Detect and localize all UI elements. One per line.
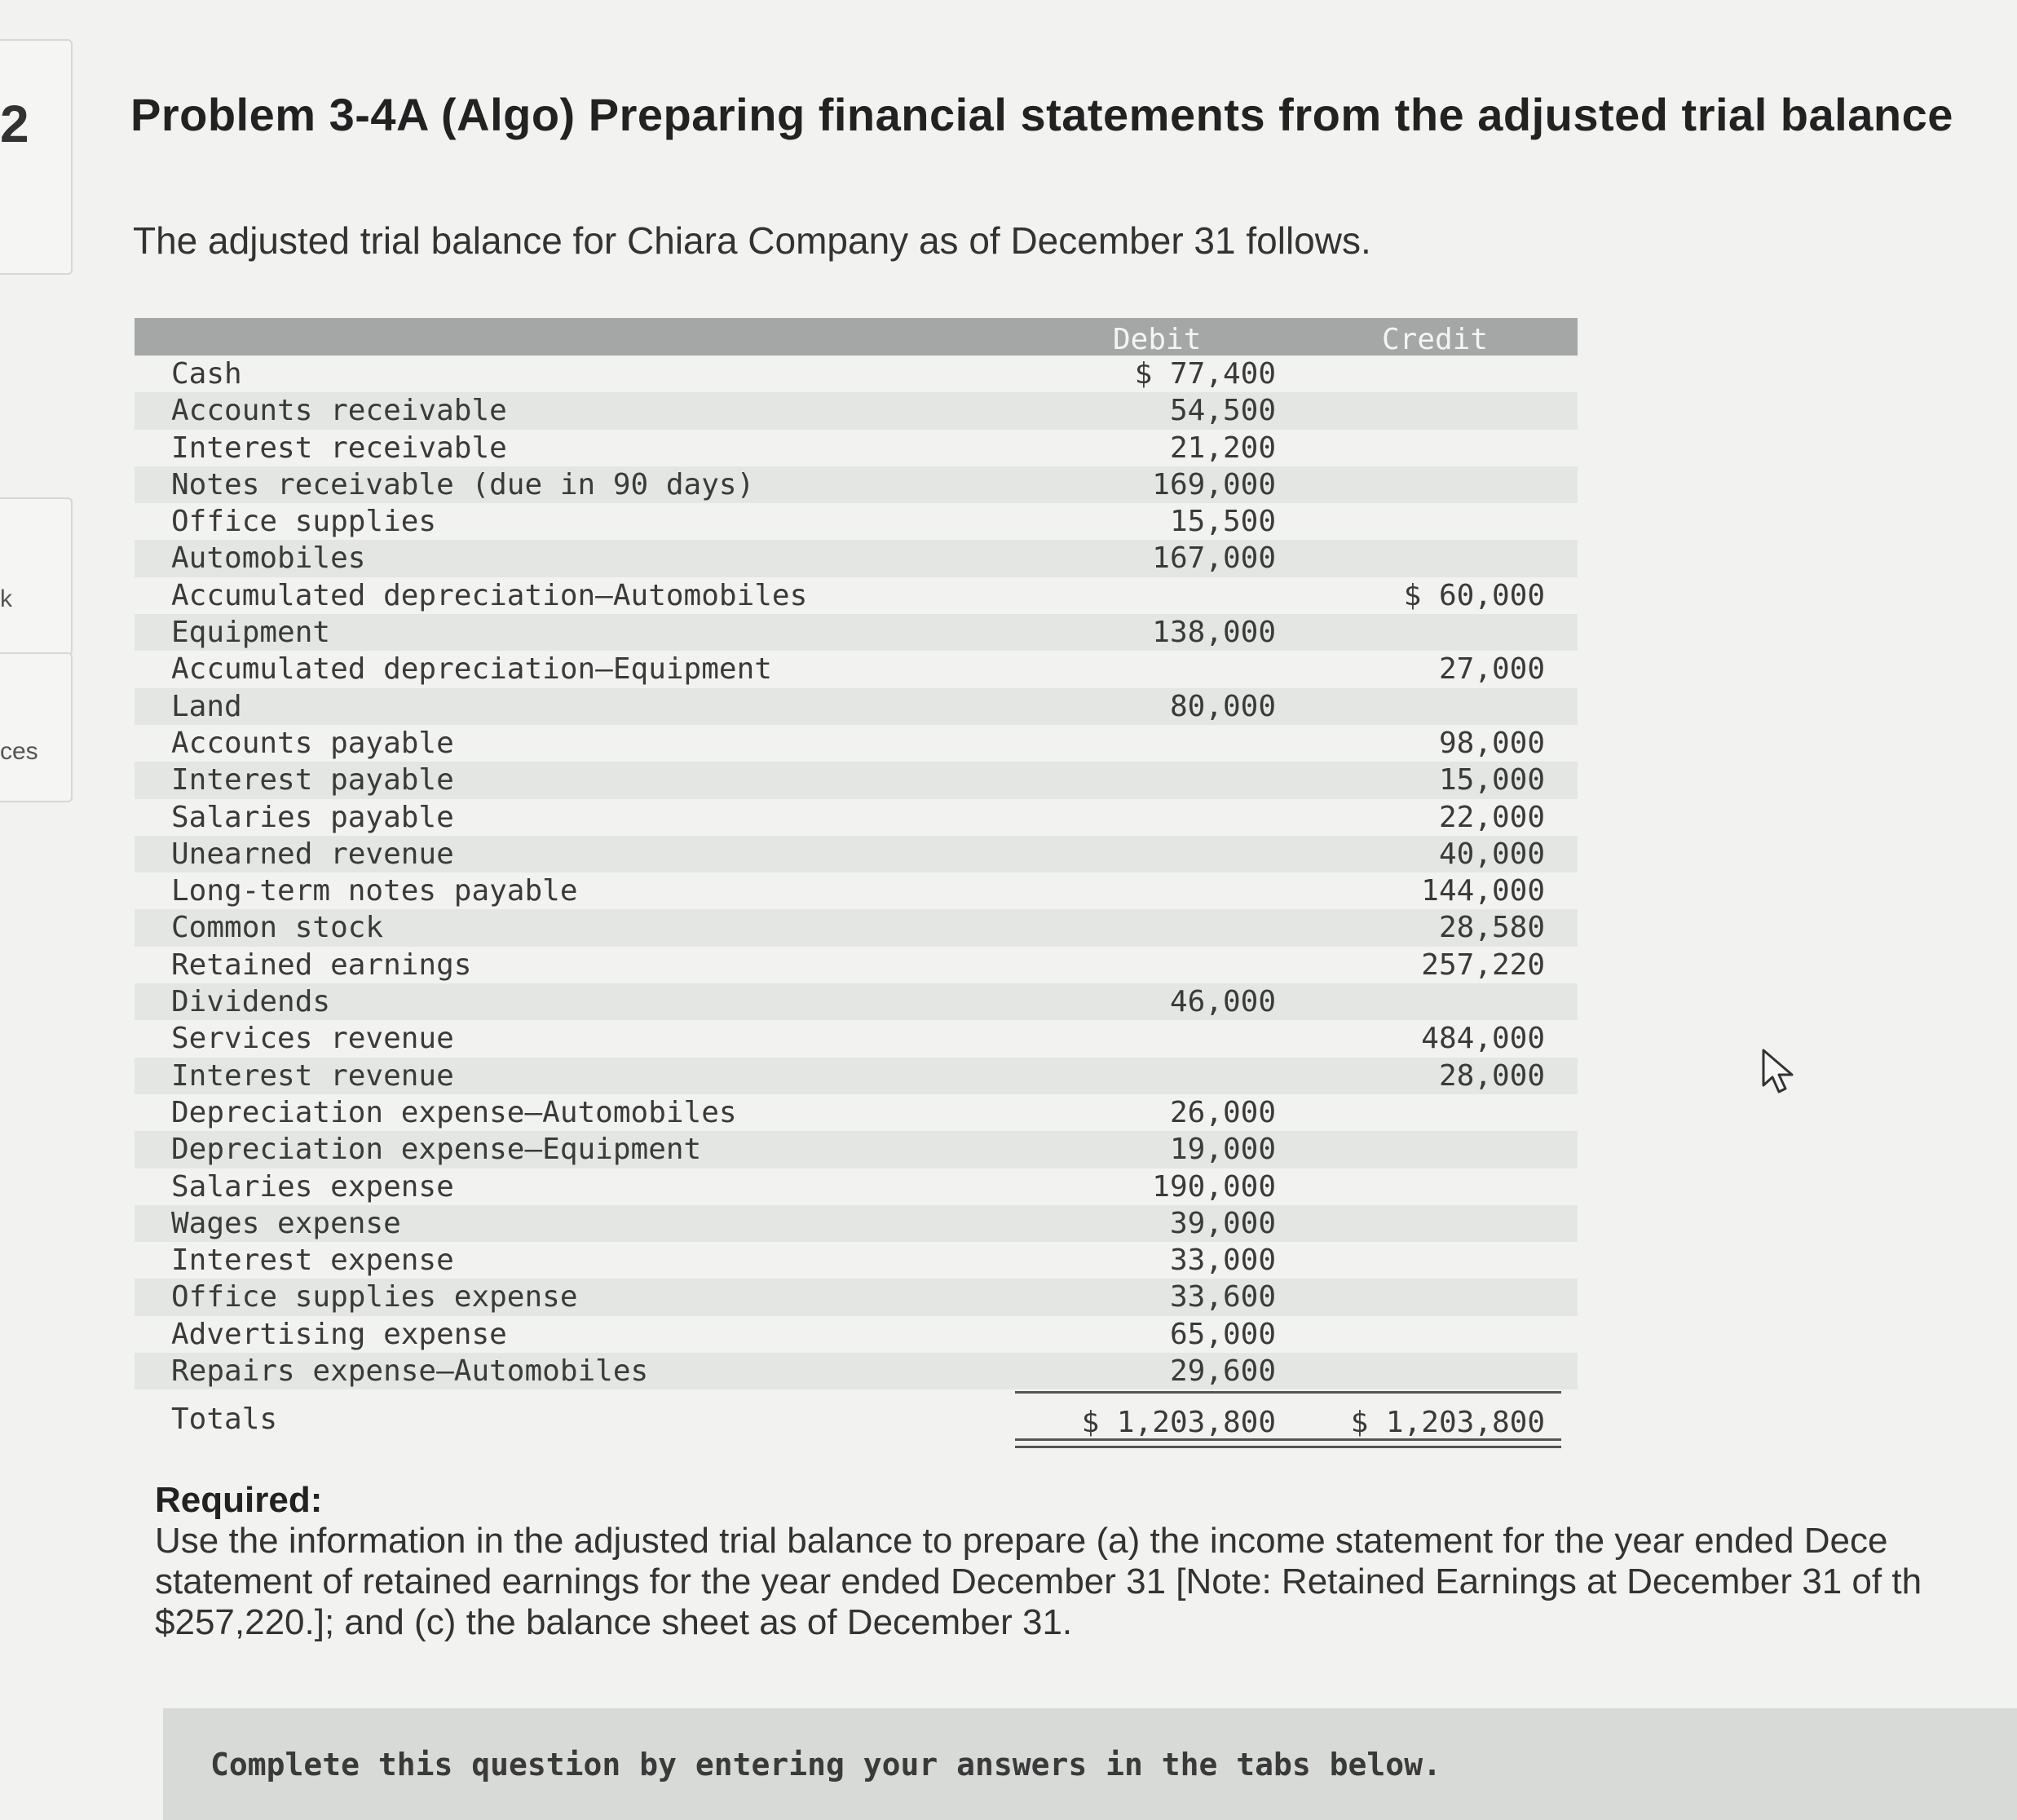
required-line: statement of retained earnings for the year ended December 31 [Note: Retained Earnings at December 31 of th (155, 1562, 1922, 1601)
debit-amount: 21,200 (1169, 431, 1276, 465)
debit-amount: $ 77,400 (1134, 357, 1276, 391)
sidebar-item[interactable] (0, 497, 73, 656)
required-line: $257,220.]; and (c) the balance sheet as of December 31. (155, 1602, 1073, 1642)
account-name: Retained earnings (171, 948, 472, 982)
credit-amount: 484,000 (1421, 1022, 1545, 1056)
left-sidebar (0, 0, 73, 1820)
sidebar-item-label: k (0, 585, 12, 612)
account-name: Cash (171, 357, 242, 391)
account-name: Equipment (171, 616, 331, 650)
table-row (135, 1020, 1578, 1057)
table-row (135, 799, 1578, 836)
sidebar-number: 2 (0, 95, 29, 153)
table-row (135, 540, 1578, 576)
sidebar-item-label: ces (0, 738, 38, 765)
debit-amount: 15,500 (1169, 505, 1276, 539)
table-row (135, 909, 1578, 946)
total-credit: $ 1,203,800 (1350, 1406, 1545, 1440)
table-row (135, 1205, 1578, 1242)
debit-amount: 26,000 (1169, 1095, 1276, 1129)
total-debit: $ 1,203,800 (1081, 1406, 1276, 1440)
credit-amount: 257,220 (1421, 948, 1545, 982)
debit-amount: 19,000 (1169, 1133, 1276, 1167)
table-body (135, 356, 1578, 1389)
account-name: Services revenue (171, 1022, 454, 1056)
debit-amount: 33,600 (1169, 1280, 1276, 1314)
debit-amount: 65,000 (1169, 1317, 1276, 1351)
debit-amount: 190,000 (1152, 1169, 1276, 1204)
account-name: Salaries expense (171, 1169, 454, 1204)
account-name: Interest payable (171, 763, 454, 797)
table-row (135, 392, 1578, 429)
table-row (135, 762, 1578, 798)
credit-amount: 40,000 (1438, 837, 1545, 871)
table-row (135, 1094, 1578, 1131)
table-row (135, 1279, 1578, 1315)
debit-amount: 80,000 (1169, 689, 1276, 723)
table-row (135, 1242, 1578, 1279)
account-name: Dividends (171, 985, 331, 1019)
mouse-cursor-icon (1761, 1048, 1799, 1101)
table-row (135, 430, 1578, 466)
debit-amount: 39,000 (1169, 1206, 1276, 1240)
credit-amount: 28,580 (1438, 911, 1545, 945)
totals-double-rule (1015, 1438, 1561, 1448)
account-name: Depreciation expense—Equipment (171, 1133, 702, 1167)
table-row (135, 651, 1578, 687)
required-section (155, 1480, 2014, 1643)
table-row (135, 1058, 1578, 1094)
account-name: Accounts receivable (171, 394, 507, 428)
table-row (135, 688, 1578, 725)
account-name: Accumulated depreciation—Equipment (171, 652, 772, 687)
instructions-text: Complete this question by entering your answers in the tabs below. (210, 1747, 1441, 1782)
credit-amount: 22,000 (1438, 800, 1545, 834)
table-row (135, 614, 1578, 651)
account-name: Common stock (171, 911, 384, 945)
table-row (135, 356, 1578, 392)
sidebar-card[interactable] (0, 39, 73, 275)
debit-amount: 167,000 (1152, 541, 1276, 576)
table-row (135, 466, 1578, 503)
debit-amount: 54,500 (1169, 394, 1276, 428)
table-row (135, 725, 1578, 762)
account-name: Office supplies expense (171, 1280, 578, 1314)
trial-balance-table (135, 318, 1578, 1448)
table-row (135, 1131, 1578, 1168)
account-name: Unearned revenue (171, 837, 454, 871)
account-name: Interest expense (171, 1244, 454, 1278)
totals-row (135, 1391, 1578, 1448)
account-name: Office supplies (171, 505, 437, 539)
debit-amount: 33,000 (1169, 1244, 1276, 1278)
table-row (135, 983, 1578, 1020)
totals-label: Totals (171, 1403, 278, 1437)
account-name: Depreciation expense—Automobiles (171, 1095, 737, 1129)
account-name: Long-term notes payable (171, 874, 578, 908)
account-name: Salaries payable (171, 800, 454, 834)
totals-rule (1015, 1391, 1561, 1394)
credit-amount: 98,000 (1438, 726, 1545, 760)
credit-header: Credit (1382, 323, 1489, 356)
debit-header: Debit (1113, 323, 1202, 356)
debit-amount: 169,000 (1152, 467, 1276, 501)
account-name: Accumulated depreciation—Automobiles (171, 578, 808, 612)
table-row (135, 1168, 1578, 1205)
table-row (135, 1316, 1578, 1353)
problem-intro: The adjusted trial balance for Chiara Company as of December 31 follows. (133, 219, 1371, 262)
debit-amount: 46,000 (1169, 985, 1276, 1019)
credit-amount: 144,000 (1421, 874, 1545, 908)
account-name: Interest revenue (171, 1058, 454, 1093)
table-row (135, 577, 1578, 614)
credit-amount: 28,000 (1438, 1058, 1545, 1093)
table-row (135, 947, 1578, 983)
credit-amount: 15,000 (1438, 763, 1545, 797)
credit-amount: $ 60,000 (1403, 578, 1545, 612)
table-row (135, 872, 1578, 909)
required-line: Use the information in the adjusted trial balance to prepare (a) the income statement for the year ended Dece (155, 1521, 1888, 1561)
account-name: Interest receivable (171, 431, 507, 465)
account-name: Automobiles (171, 541, 366, 576)
table-row (135, 836, 1578, 872)
account-name: Wages expense (171, 1206, 401, 1240)
account-name: Land (171, 689, 242, 723)
credit-amount: 27,000 (1438, 652, 1545, 687)
problem-title: Problem 3-4A (Algo) Preparing financial statements from the adjusted trial balance (130, 89, 1953, 140)
account-name: Advertising expense (171, 1317, 507, 1351)
required-heading: Required: (155, 1480, 323, 1520)
account-name: Repairs expense—Automobiles (171, 1354, 649, 1389)
account-name: Notes receivable (due in 90 days) (171, 467, 755, 501)
account-name: Accounts payable (171, 726, 454, 760)
sidebar-item[interactable] (0, 652, 73, 802)
table-header (135, 318, 1578, 356)
table-row (135, 503, 1578, 540)
debit-amount: 29,600 (1169, 1354, 1276, 1389)
table-row (135, 1353, 1578, 1389)
debit-amount: 138,000 (1152, 616, 1276, 650)
